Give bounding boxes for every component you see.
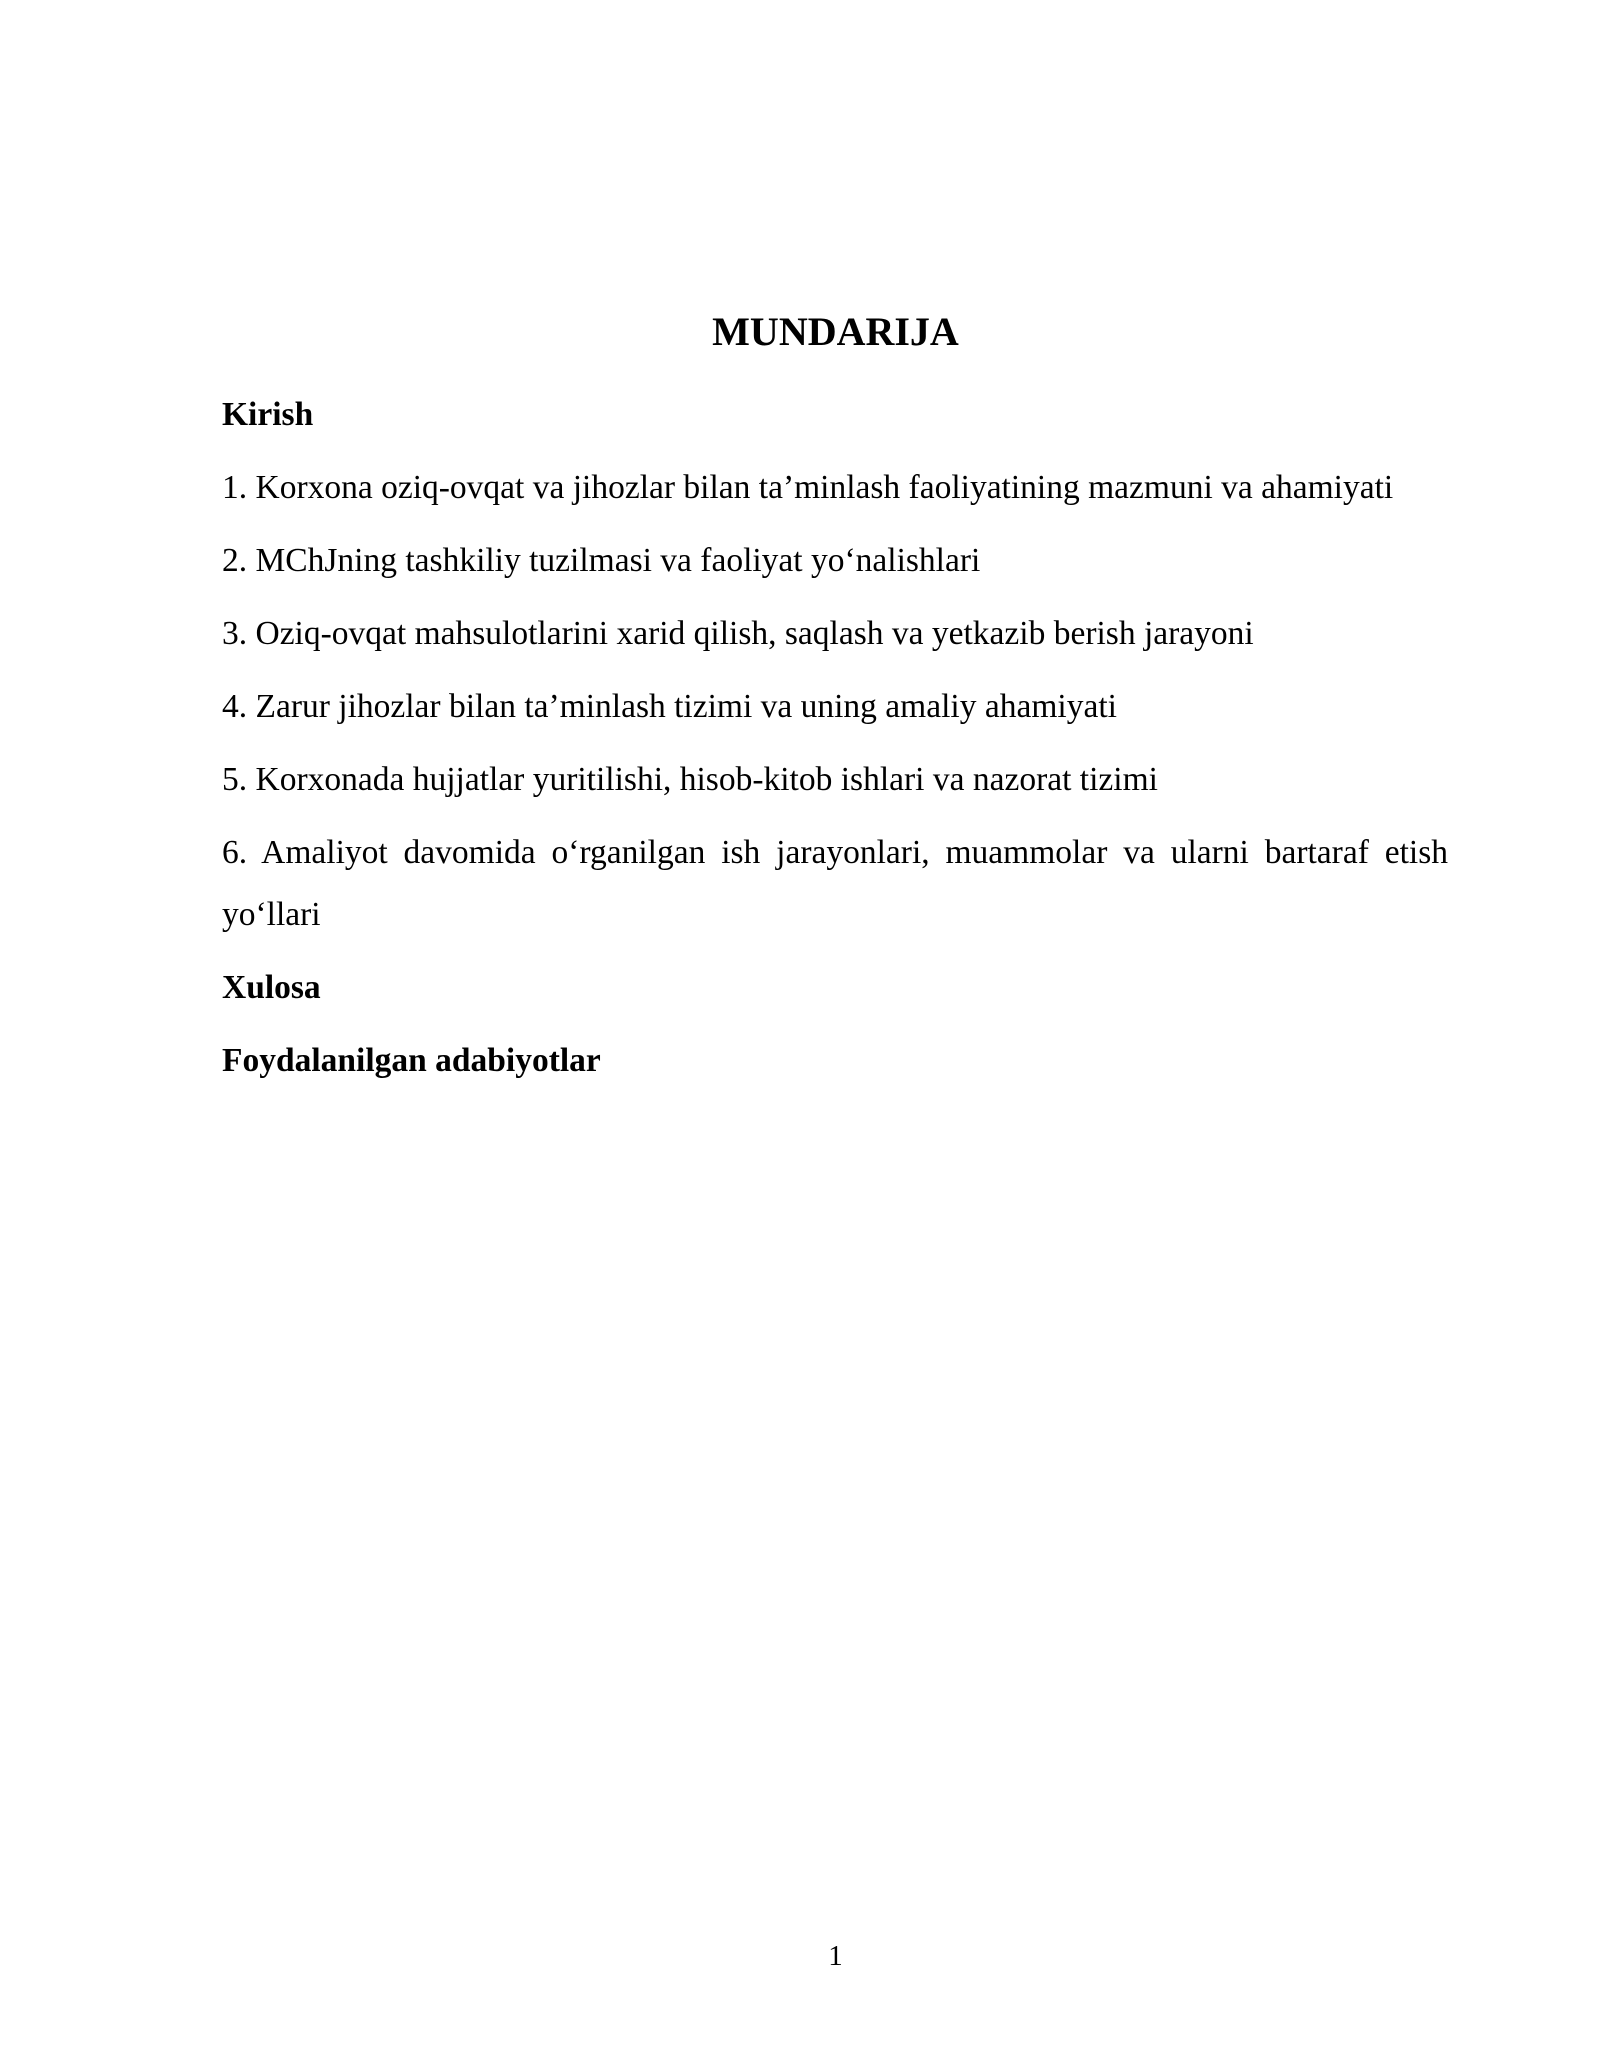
page-title: MUNDARIJA (712, 309, 959, 354)
toc-item-1: 1. Korxona oziq-ovqat va jihozlar bilan ta’minlash faoliyatining mazmuni va ahamiyati (222, 469, 1394, 506)
toc-item-2: 2. MChJning tashkiliy tuzilmasi va faoliyat yo‘nalishlari (222, 542, 981, 579)
toc-item-5: 5. Korxonada hujjatlar yuritilishi, hisob-kitob ishlari va nazorat tizimi (222, 761, 1158, 798)
table-of-contents (222, 384, 1448, 1103)
toc-item-intro: Kirish (222, 396, 314, 433)
toc-item-conclusion: Xulosa (222, 969, 321, 1006)
page-number: 1 (828, 1940, 843, 1972)
toc-item-references: Foydalanilgan adabiyotlar (222, 1042, 601, 1079)
toc-item-3: 3. Oziq-ovqat mahsulotlarini xarid qilish, saqlash va yetkazib berish jarayoni (222, 615, 1254, 652)
toc-item-4: 4. Zarur jihozlar bilan ta’minlash tizimi va uning amaliy ahamiyati (222, 688, 1117, 725)
toc-item-6: 6. Amaliyot davomida o‘rganilgan ish jarayonlari, muammolar va ularni bartaraf etish yo‘llari (222, 834, 1448, 933)
